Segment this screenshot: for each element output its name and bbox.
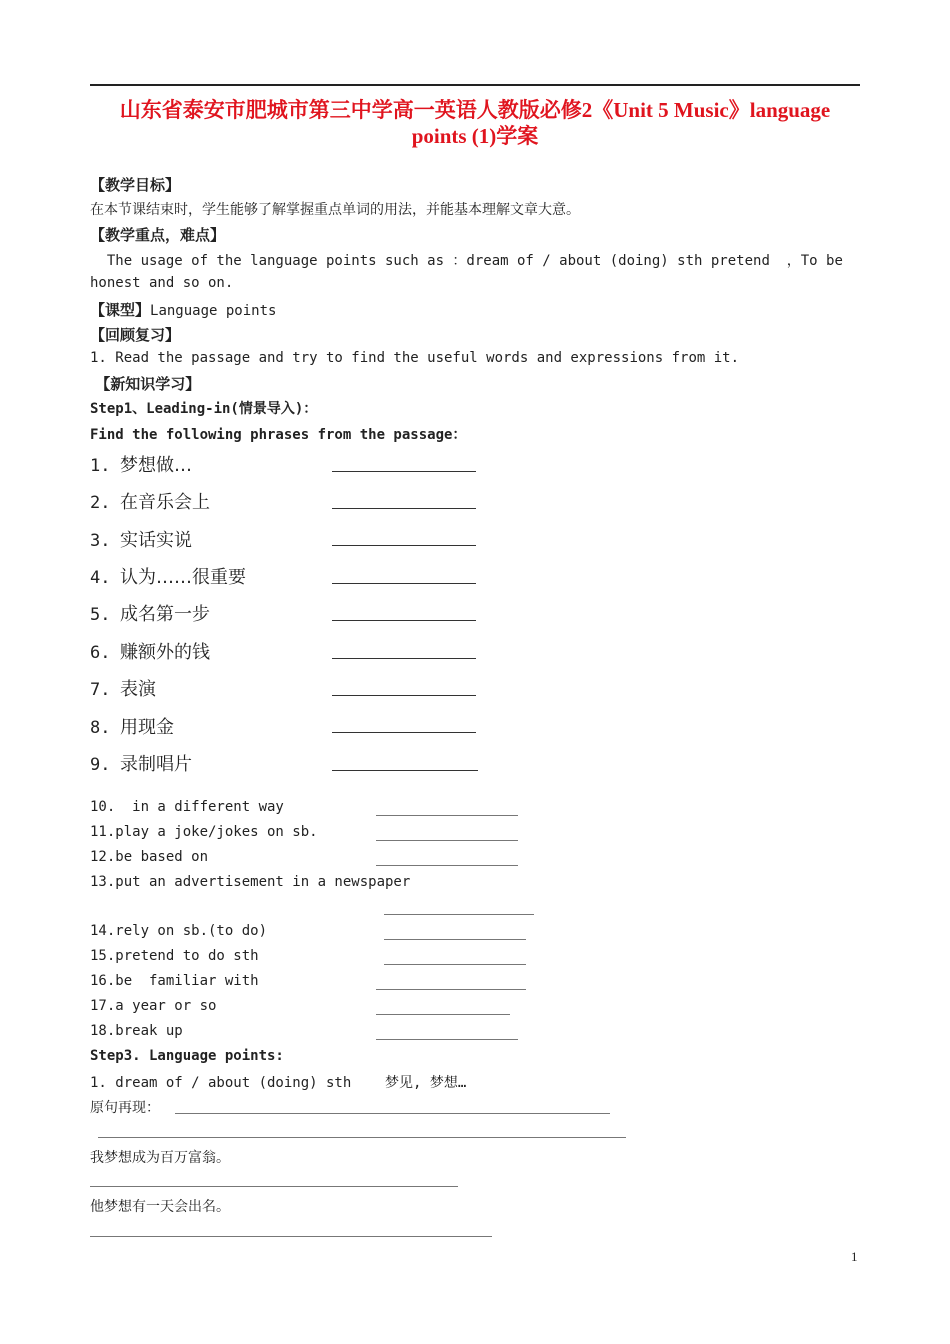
title-line-1: 山东省泰安市肥城市第三中学高一英语人教版必修2《Unit 5 Music》language: [119, 98, 831, 122]
item-text: 用现金: [120, 717, 174, 738]
answer-blank: [332, 545, 476, 546]
answer-blank: [332, 471, 476, 472]
item-text: 表演: [120, 679, 156, 700]
item-text: 梦想做…: [120, 455, 192, 476]
list-item: 13.put an advertisement in a newspaper: [90, 874, 411, 890]
list-item: 14.rely on sb.(to do): [90, 923, 268, 939]
find-phrases-instruction: Find the following phrases from the passage：: [90, 427, 467, 443]
lesson-type-text: Language points: [150, 303, 277, 319]
step3-heading: Step3. Language points:: [90, 1048, 284, 1064]
original-sentence-label: 原句再现：: [90, 1100, 160, 1116]
answer-blank: [384, 914, 534, 915]
title-line-2: points (1)学案: [411, 124, 539, 148]
list-item: 15.pretend to do sth: [90, 948, 259, 964]
document-title: [90, 97, 860, 149]
item-text: 实话实说: [120, 530, 192, 551]
example-sentence-2: 他梦想有一天会出名。: [90, 1199, 230, 1215]
top-rule: [90, 84, 860, 86]
item-text: 赚额外的钱: [120, 642, 210, 663]
list-item: [90, 713, 174, 739]
item-number: 8.: [90, 718, 111, 738]
item-number: 9.: [90, 755, 111, 775]
answer-blank: [332, 695, 476, 696]
answer-blank: [332, 770, 478, 771]
item-text: 在音乐会上: [120, 492, 210, 513]
item-number: 1.: [90, 456, 111, 476]
answer-blank: [384, 964, 526, 965]
answer-blank: [384, 939, 526, 940]
list-item: [90, 451, 192, 477]
item-number: 6.: [90, 643, 111, 663]
list-item: 11.play a joke/jokes on sb.: [90, 824, 318, 840]
key-points-heading: 【教学重点，难点】: [90, 226, 226, 244]
review-text: 1. Read the passage and try to find the useful words and expressions from it.: [90, 350, 740, 366]
review-heading: 【回顾复习】: [90, 326, 181, 344]
answer-blank: [332, 658, 476, 659]
key-points-text-2: honest and so on.: [90, 275, 234, 291]
new-knowledge-heading: 【新知识学习】: [90, 375, 201, 393]
lesson-type-line: [90, 299, 276, 320]
list-item: [90, 750, 192, 776]
answer-blank: [332, 620, 476, 621]
item-text: 认为……很重要: [120, 567, 246, 588]
list-item: 10. in a different way: [90, 799, 284, 815]
item-number: 2.: [90, 493, 111, 513]
example-sentence-1: 我梦想成为百万富翁。: [90, 1150, 230, 1166]
answer-blank: [376, 840, 518, 841]
item-number: 4.: [90, 568, 111, 588]
language-point-1: 1. dream of / about (doing) sth 梦见, 梦想…: [90, 1075, 467, 1091]
list-item: [90, 675, 156, 701]
list-item: 18.break up: [90, 1023, 183, 1039]
answer-blank: [376, 815, 518, 816]
answer-blank: [332, 732, 476, 733]
answer-blank: [376, 1014, 510, 1015]
answer-blank: [376, 865, 518, 866]
answer-blank: [90, 1236, 492, 1237]
answer-blank: [175, 1113, 610, 1114]
answer-blank: [332, 583, 476, 584]
item-number: 3.: [90, 531, 111, 551]
list-item: [90, 563, 246, 589]
step1-heading: Step1、Leading-in(情景导入)：: [90, 401, 318, 417]
answer-blank: [90, 1186, 458, 1187]
answer-blank: [376, 1039, 518, 1040]
answer-blank: [376, 989, 526, 990]
list-item: [90, 600, 210, 626]
list-item: 12.be based on: [90, 849, 209, 865]
list-item: 17.a year or so: [90, 998, 217, 1014]
list-item: [90, 638, 210, 664]
item-text: 成名第一步: [120, 604, 210, 625]
list-item: 16.be familiar with: [90, 973, 259, 989]
answer-blank: [98, 1137, 626, 1138]
item-number: 5.: [90, 605, 111, 625]
item-number: 7.: [90, 680, 111, 700]
list-item: [90, 526, 192, 552]
objectives-heading: 【教学目标】: [90, 176, 181, 194]
item-text: 录制唱片: [120, 754, 192, 775]
objectives-text: 在本节课结束时，学生能够了解掌握重点单词的用法，并能基本理解文章大意。: [90, 202, 580, 218]
page-number: 1: [851, 1249, 858, 1264]
list-item: [90, 488, 210, 514]
key-points-text-1: The usage of the language points such as ：dream of / about (doing) sth pretend ，To be: [90, 253, 843, 269]
lesson-type-heading: 【课型】: [90, 301, 151, 319]
answer-blank: [332, 508, 476, 509]
